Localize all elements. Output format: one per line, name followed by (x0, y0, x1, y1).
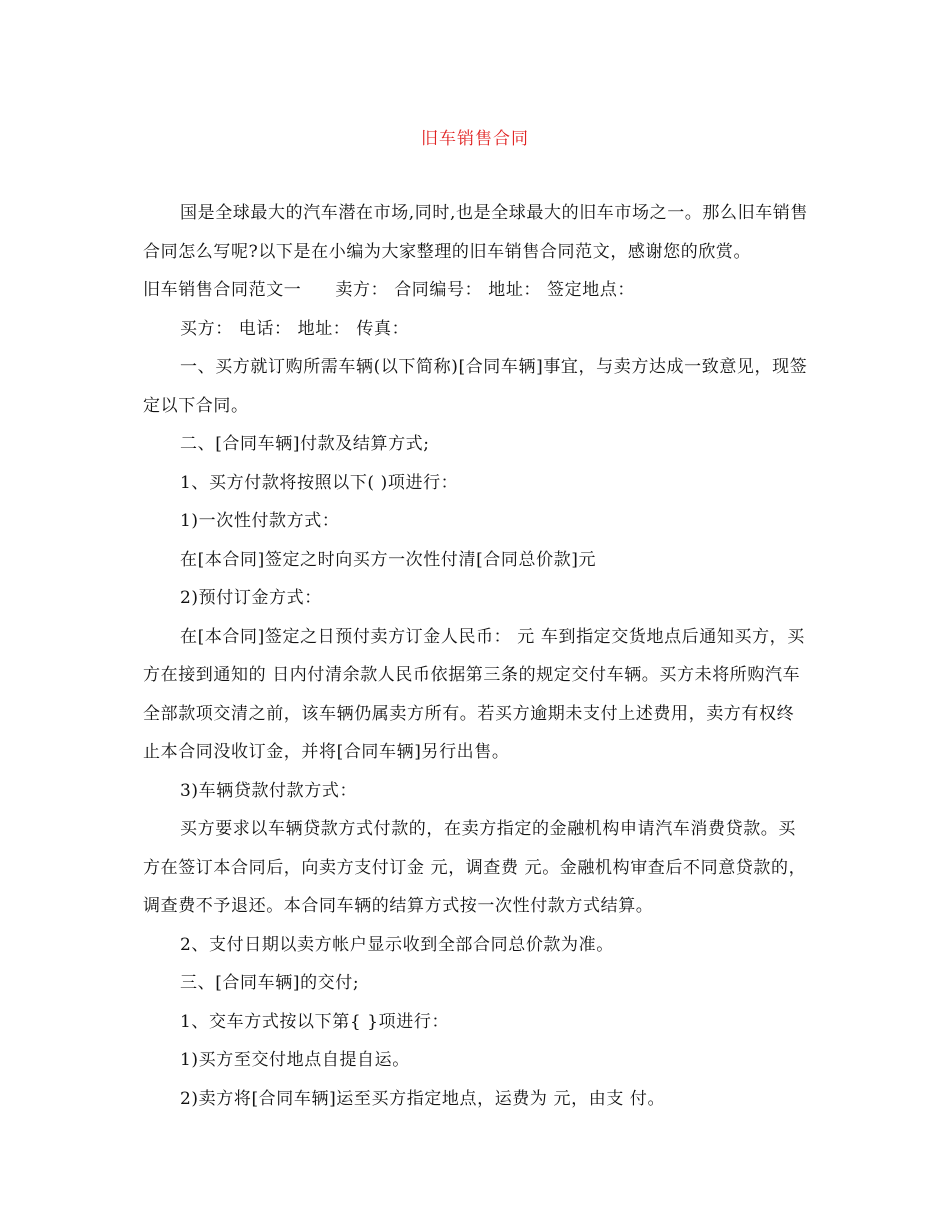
paragraph-intro: 国是全球最大的汽车潜在市场,同时,也是全球最大的旧车市场之一。那么旧车销售合同怎么写呢?以下是在小编为大家整理的旧车销售合同范文，感谢您的欣赏。 (143, 203, 809, 262)
document-body (143, 194, 808, 1118)
paragraph-contract-heading (143, 271, 808, 310)
paragraph-delivery-method: 1、交车方式按以下第{ }项进行： (180, 1011, 450, 1032)
paragraph-seller-delivery: 2)卖方将[合同车辆]运至买方指定地点，运费为 元，由支 付。 (180, 1088, 666, 1109)
seller-info-line: 卖方： 合同编号： 地址： 签定地点： (335, 280, 636, 300)
paragraph-clause-3-heading: 三、[合同车辆]的交付; (180, 973, 360, 993)
paragraph-deposit-body: 在[本合同]签定之日预付卖方订金人民币： 元 车到指定交货地点后通知买方，买方在接到通知的 日内付清余款人民币依据第三条的规定交付车辆。买方未将所购汽车全部款项交清之前，该车辆仍属卖方所有。若买方逾期未支付上述费用，卖方有权终止本合同没收订金，并将[合同车辆]另行出售。 (143, 626, 805, 762)
paragraph-clause-1: 一、买方就订购所需车辆(以下简称)[合同车辆]事宜，与卖方达成一致意见，现签定以下合同。 (143, 357, 808, 416)
paragraph-lump-sum-body: 在[本合同]签定之时向买方一次性付清[合同总价款]元 (180, 549, 597, 570)
paragraph-deposit-heading: 2)预付订金方式： (180, 588, 322, 608)
document-title: 旧车销售合同 (421, 129, 529, 149)
contract-sample-label: 旧车销售合同范文一 (143, 280, 302, 300)
paragraph-buyer-info: 买方： 电话： 地址： 传真： (180, 318, 410, 339)
paragraph-loan-heading: 3)车辆贷款付款方式： (180, 780, 358, 801)
paragraph-self-pickup: 1)买方至交付地点自提自运。 (180, 1050, 410, 1070)
paragraph-clause-2-heading: 二、[合同车辆]付款及结算方式; (180, 434, 430, 454)
paragraph-lump-sum-heading: 1)一次性付款方式： (180, 511, 340, 531)
paragraph-loan-body: 买方要求以车辆贷款方式付款的，在卖方指定的金融机构申请汽车消费贷款。买方在签订本合同后，向卖方支付订金 元，调查费 元。金融机构审查后不同意贷款的，调查费不予退还。本合同车辆的结算方式按一次性付款方式结算。 (143, 819, 807, 916)
paragraph-payment-date: 2、支付日期以卖方帐户显示收到全部合同总价款为准。 (180, 934, 614, 955)
paragraph-payment-options: 1、买方付款将按照以下( )项进行： (180, 472, 459, 493)
